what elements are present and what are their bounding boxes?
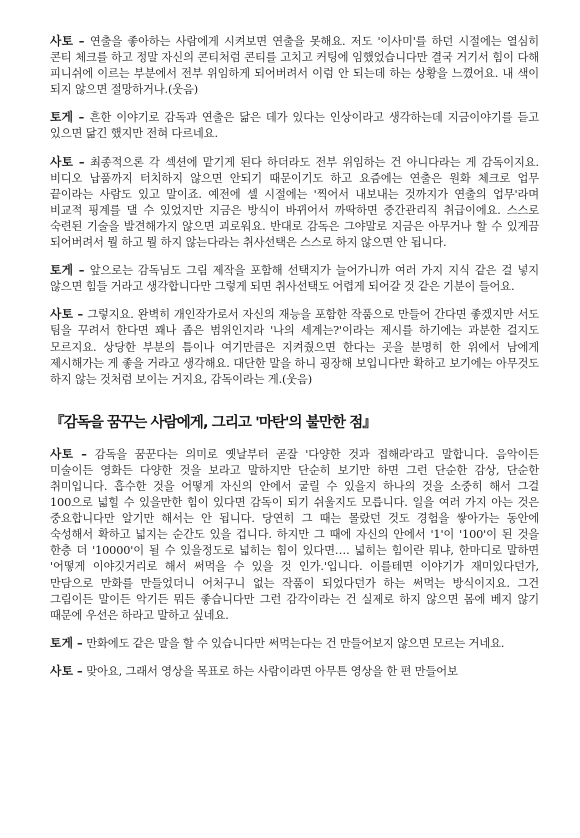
speaker-dash: –	[73, 264, 90, 278]
speaker-name: 사토	[50, 663, 74, 678]
dialogue-paragraph	[50, 262, 539, 295]
dialogue-text: 연출을 좋아하는 사람에게 시켜보면 연출을 못해요. 저도 '이사미'를 하던 시절에는 열심히 콘티 체크를 하고 정말 자신의 콘티처럼 콘티를 고치고 커팅에 임했었습니다만 결국 거기서 힘이 다해 피니쉬에 이르는 부분에서 전부 위임하게 되어버려서 이럼 안 되는데 하는 상황을 느꼈어요. 내 색이 되지 않으면 절망하거나.(웃음)	[50, 35, 539, 97]
dialogue-text: 감독을 꿈꾼다는 의미로 옛날부터 곧잘 '다양한 것과 접해라'라고 말합니다. 음악이든 미술이든 영화든 다양한 것을 보라고 말하지만 단순히 보기만 하면 그런 단순한 감상, 단순한 취미입니다. 흡수한 것을 어떻게 자신의 안에서 굴릴 수 있을지 하나의 것을 소중히 해서 그걸 100으로 넓힐 수 있을만한 힘이 있다면 감독이 되기 쉬울지도 모릅니다. 일을 여러 가지 아는 것은 중요합니다만 알기만 해서는 안 됩니다. 당연히 그 때는 몰랐던 것도 경험을 쌓아가는 동안에 숙성해서 확하고 넓지는 순간도 있을 겁니다. 하지만 그 때에 자신의 안에서 '1'이 '100'이 된 것을 한층 더 '10000'이 될 수 있을정도로 넓히는 힘이 있다면…. 넓히는 힘이란 뭐냐, 한마디로 말하면 '어떻게 이야깃거리로 해서 써먹을 수 있을 것 인가.'입니다. 이를테면 이야기가 재미있다던가, 만담으로 만화를 만들었더니 어처구니 없는 작품이 되었다던가 하는 써먹는 방식이지요. 그건 그림이든 말이든 악기든 뭐든 좋습니다만 그런 감각이라는 건 실제로 하지 않으면 몸에 베지 않기 때문에 우선은 하라고 말하고 싶네요.	[50, 447, 539, 622]
speaker-name: 토게	[50, 263, 74, 278]
dialogue-text: 최종적으론 각 섹션에 맡기게 된다 하더라도 전부 위임하는 건 아니다라는 게 감독이지요. 비디오 납품까지 터치하지 않으면 안되기 때문이기도 하고 요즘에는 연출은 원화 체크로 업무 끝이라는 사람도 있고 말이죠. 예전에 셀 시절에는 '찍어서 내보내는 것까지가 연출의 업무'라며 비교적 핑계를 댈 수 있었지만 지금은 방식이 바뀌어서 까딱하면 중간관리직 취급이에요. 스스로 숙련된 기술을 발견해가지 않으면 괴로워요. 반대로 감독은 그야말로 지금은 아무거나 할 수 있게끔 되어버려서 뭘 하고 뭘 하지 않는다라는 취사선택은 스스로 하지 않으면 안 됩니다.	[50, 155, 539, 250]
dialogue-paragraph	[50, 663, 539, 680]
speaker-name: 사토	[50, 307, 74, 322]
dialogue-text: 만화에도 같은 말을 할 수 있습니다만 써먹는다는 건 만들어보지 않으면 모르는 거네요.	[86, 636, 505, 650]
dialogue-paragraph	[50, 154, 539, 252]
speaker-name: 사토	[50, 446, 74, 461]
speaker-dash: –	[73, 155, 90, 169]
dialogue-paragraph	[50, 306, 539, 387]
speaker-dash: –	[73, 308, 88, 322]
speaker-dash: –	[73, 636, 87, 650]
dialogue-paragraph	[50, 446, 539, 624]
speaker-name: 토게	[50, 110, 74, 125]
speaker-dash: –	[73, 447, 95, 461]
dialogue-text: 그렇지요. 완벽히 개인작가로서 자신의 재능을 포함한 작품으로 만들어 간다면 좋겠지만 서도 팀을 꾸려서 한다면 꽤나 좁은 범위인지라 '나의 세계는?'이라는 제시를 하기에는 과분한 걸지도 모르지요. 상당한 부분의 틈이나 여기만큼은 지켜줬으면 한다는 곳을 분명히 한 위에서 남에게 제시해가는 게 좋을 거라고 생각해요. 대단한 말을 하니 굉장해 보입니다만 확하고 보기에는 아무것도 하지 않는 것처럼 보이는 거지요, 감독이라는 게.(웃음)	[50, 308, 539, 386]
dialogue-text: 맞아요, 그래서 영상을 목표로 하는 사람이라면 아무튼 영상을 한 편 만들어보	[86, 664, 458, 678]
dialogue-text: 흔한 이야기로 감독과 연출은 닮은 데가 있다는 인상이라고 생각하는데 지금이야기를 듣고 있으면 닮긴 했지만 전혀 다르네요.	[50, 111, 539, 141]
dialogue-text: 앞으로는 감독님도 그림 제작을 포함해 선택지가 늘어가니까 여러 가지 지식 같은 걸 넣지 않으면 힘들 거라고 생각합니다만 그렇게 되면 취사선택도 어렵게 되어갈 것 같은 기분이 들어요.	[50, 264, 539, 294]
speaker-dash: –	[73, 111, 90, 125]
speaker-name: 토게	[50, 635, 74, 650]
speaker-dash: –	[73, 664, 87, 678]
section-heading: 『감독을 꿈꾸는 사람에게, 그리고 '마탄'의 불만한 점』	[50, 414, 376, 431]
speaker-name: 사토	[50, 154, 74, 169]
speaker-dash: –	[73, 35, 90, 48]
speaker-name: 사토	[50, 34, 74, 48]
dialogue-paragraph	[50, 109, 539, 142]
dialogue-paragraph	[50, 33, 539, 98]
dialogue-paragraph	[50, 635, 539, 652]
